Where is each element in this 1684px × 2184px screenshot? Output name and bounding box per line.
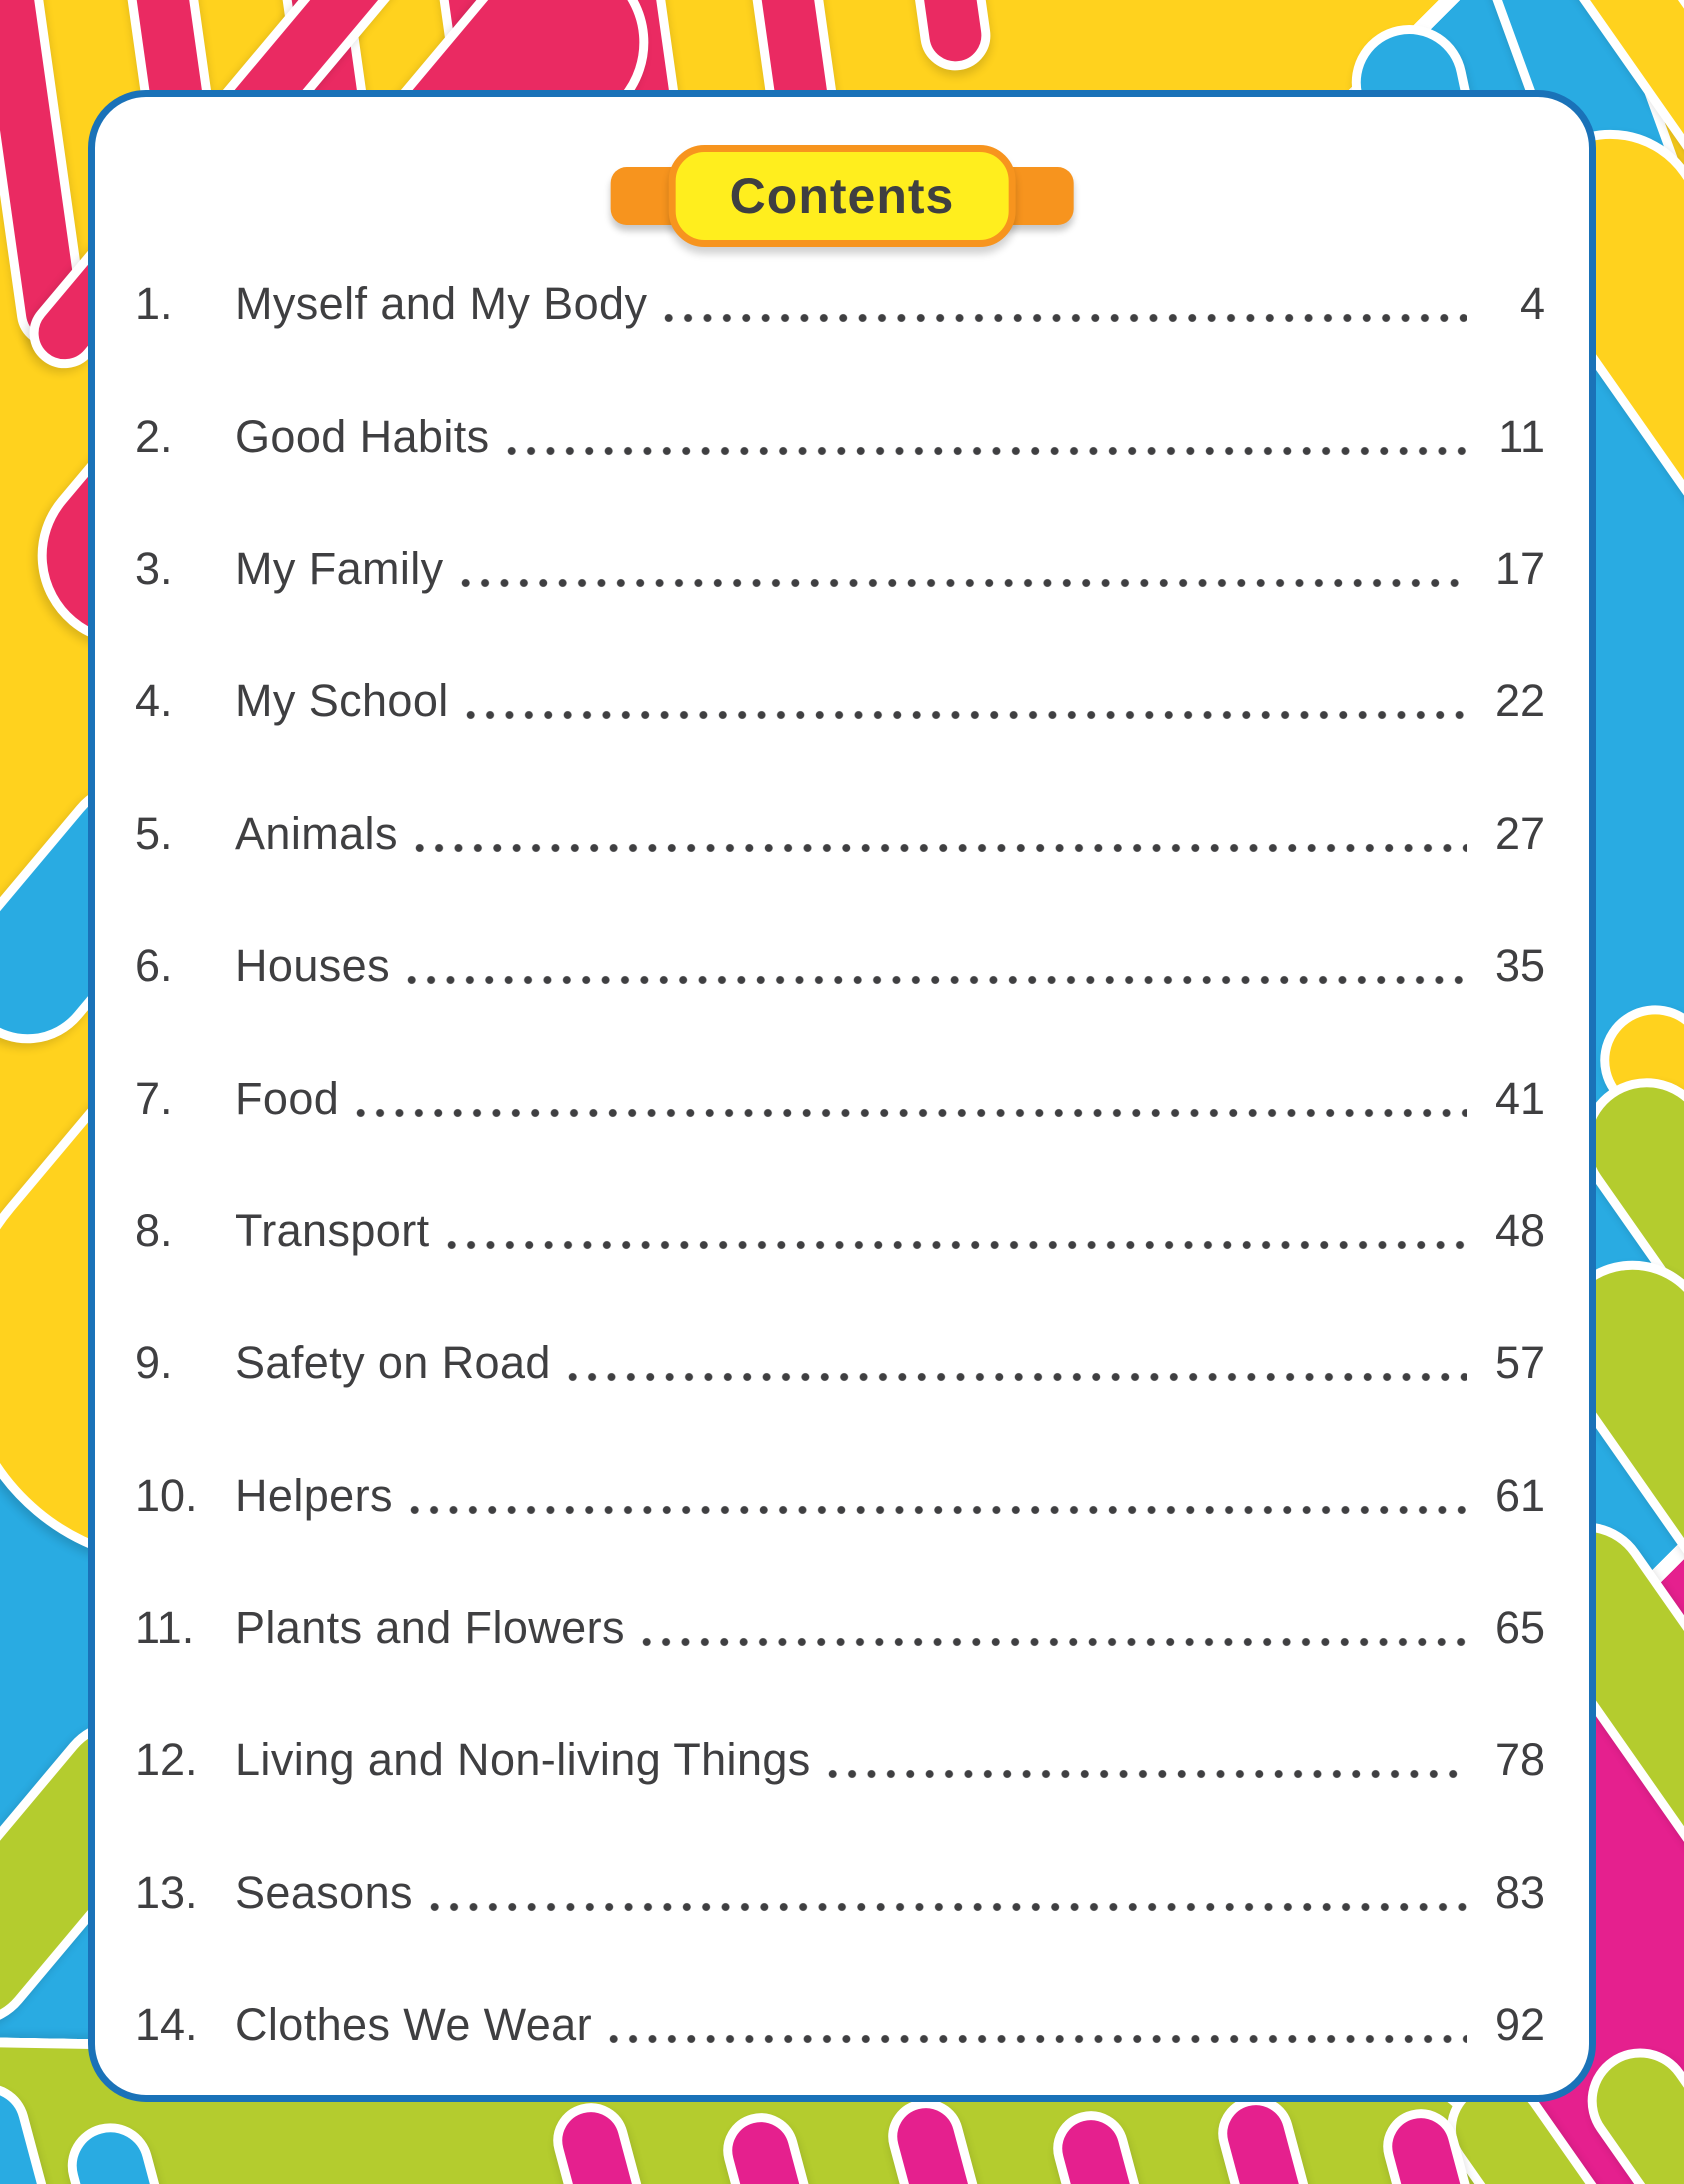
toc-leader-dots (659, 312, 1467, 324)
toc-leader-dots (461, 709, 1467, 721)
toc-leader-dots (456, 577, 1467, 589)
toc-leader-dots (425, 1901, 1467, 1913)
toc-item-number: 3. (135, 542, 173, 594)
toc-item-title: My School (235, 675, 449, 727)
toc-item-number: 4. (135, 675, 173, 727)
toc-item-page: 48 (1494, 1204, 1545, 1256)
toc-item-title: Helpers (235, 1469, 393, 1521)
toc-item-page: 35 (1494, 940, 1545, 992)
toc-item-page: 65 (1494, 1602, 1545, 1654)
toc-item-title: Food (235, 1072, 340, 1124)
toc-item-title: Myself and My Body (235, 278, 648, 330)
toc-item-page: 22 (1494, 675, 1545, 727)
toc-item-title: Plants and Flowers (235, 1602, 625, 1654)
page-title: Contents (669, 145, 1016, 247)
toc-item-page: 57 (1494, 1337, 1545, 1389)
toc-item-page: 78 (1494, 1734, 1545, 1786)
toc-leader-dots (604, 2033, 1467, 2045)
toc-item-page: 83 (1494, 1866, 1545, 1918)
toc-item (135, 1959, 1545, 2091)
toc-item-number: 6. (135, 940, 173, 992)
toc-item (135, 768, 1545, 900)
content-sheet (88, 90, 1596, 2102)
toc-item-page: 4 (1519, 278, 1545, 330)
toc-item-number: 2. (135, 410, 173, 462)
toc-item-title: Animals (235, 807, 398, 859)
toc-item-number: 8. (135, 1204, 173, 1256)
toc-item-number: 13. (135, 1866, 198, 1918)
toc-leader-dots (405, 1504, 1467, 1516)
toc-item-number: 5. (135, 807, 173, 859)
toc-item (135, 238, 1545, 370)
toc-item-page: 61 (1494, 1469, 1545, 1521)
toc-leader-dots (502, 445, 1467, 457)
toc-item-number: 14. (135, 1999, 198, 2051)
toc-item-title: Seasons (235, 1866, 413, 1918)
toc-leader-dots (402, 974, 1467, 986)
toc-item-page: 92 (1494, 1999, 1545, 2051)
toc-item (135, 1694, 1545, 1826)
toc-item (135, 1562, 1545, 1694)
toc-item (135, 900, 1545, 1032)
toc-leader-dots (563, 1371, 1467, 1383)
toc-item (135, 1032, 1545, 1164)
toc-item-number: 7. (135, 1072, 173, 1124)
toc-item-number: 1. (135, 278, 173, 330)
toc-item-page: 27 (1494, 807, 1545, 859)
toc-item-title: Houses (235, 940, 390, 992)
toc-item (135, 503, 1545, 635)
contents-badge (669, 145, 1016, 247)
toc-item (135, 1827, 1545, 1959)
toc-item (135, 1430, 1545, 1562)
toc-item-number: 9. (135, 1337, 173, 1389)
toc-item-number: 11. (135, 1602, 195, 1654)
toc-item (135, 1165, 1545, 1297)
toc-item (135, 635, 1545, 767)
toc-leader-dots (823, 1768, 1467, 1780)
toc-list (135, 238, 1545, 2091)
toc-leader-dots (351, 1107, 1467, 1119)
toc-item-title: Clothes We Wear (235, 1999, 592, 2051)
toc-leader-dots (637, 1636, 1467, 1648)
toc-item-number: 12. (135, 1734, 198, 1786)
toc-item-title: My Family (235, 542, 444, 594)
toc-item-title: Safety on Road (235, 1337, 551, 1389)
toc-item-page: 17 (1494, 542, 1545, 594)
toc-item-title: Living and Non-living Things (235, 1734, 811, 1786)
toc-item-page: 41 (1494, 1072, 1545, 1124)
toc-item-title: Good Habits (235, 410, 490, 462)
toc-item-title: Transport (235, 1204, 430, 1256)
toc-item (135, 1297, 1545, 1429)
toc-item (135, 370, 1545, 502)
toc-leader-dots (410, 842, 1467, 854)
toc-leader-dots (442, 1239, 1468, 1251)
toc-item-number: 10. (135, 1469, 198, 1521)
toc-item-page: 11 (1498, 410, 1545, 462)
